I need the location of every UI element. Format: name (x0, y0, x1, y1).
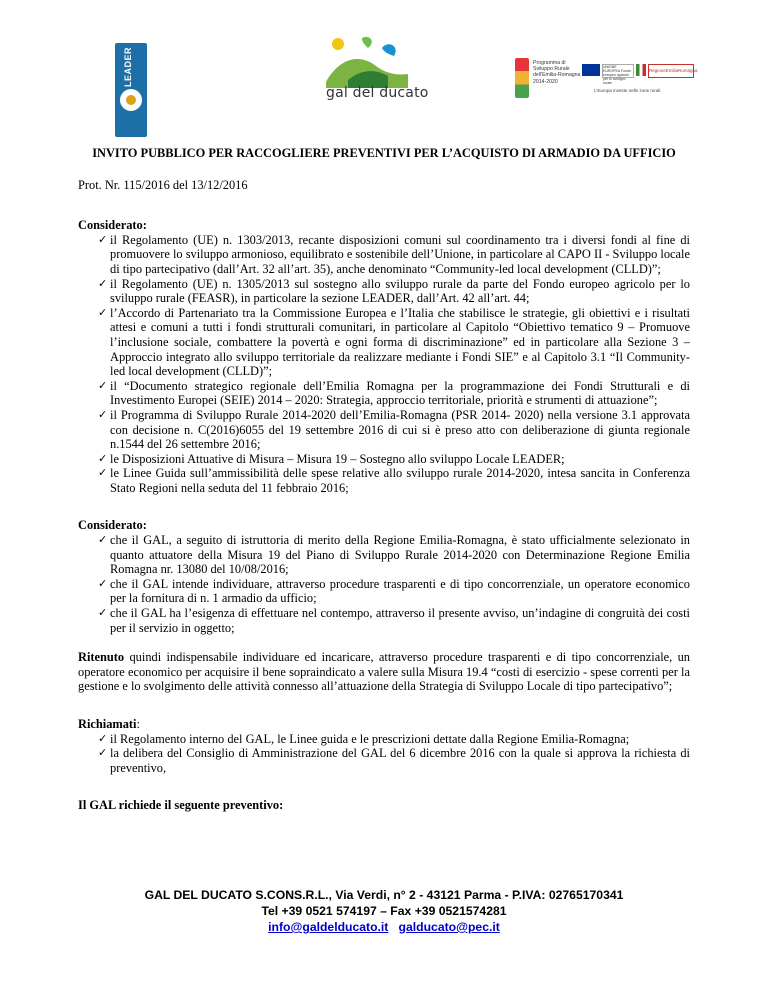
list-item: ✓ le Linee Guida sull’ammissibilità delle spese relative allo sviluppo rurale 2014-2020, intesa sancita in Conferenza Stato Regioni nella seduta del 11 febbraio 2016; (98, 466, 690, 495)
check-icon: ✓ (98, 466, 108, 480)
eu-flag-icon (582, 64, 600, 76)
check-icon: ✓ (98, 746, 108, 760)
list-item: ✓ che il GAL ha l’esigenza di effettuare nel contempo, attraverso il presente avviso, un’indagine di congruità dei costi per il servizio in oggetto; (98, 606, 690, 635)
considerato-list-2 (78, 533, 690, 635)
list-item: ✓ il Programma di Sviluppo Rurale 2014-2020 dell’Emilia-Romagna (PSR 2014- 2020) nella versione 3.1 approvata con decisione n. C(2016)6055 del 19 settembre 2016 di cui si è preso atto con deliberazione di giunta regionale n.1544 del 26 settembre 2016; (98, 407, 690, 452)
list-item: ✓ il Regolamento (UE) n. 1303/2013, recante disposizioni comuni sul coordinamento tra i diversi fondi al fine di promuovere lo sviluppo armonioso, equilibrato e sostenibile dell’Unione, in particolare al CAPO II - Sviluppo locale di tipo partecipativo (dall’Art. 32 all’art. 35), anche denominato “Community-led local development (CLLD)”; (98, 232, 690, 276)
footer-pec-link[interactable]: galducato@pec.it (398, 920, 500, 934)
eu-funding-strip (582, 62, 698, 98)
list-item: ✓ le Disposizioni Attuative di Misura – Misura 19 – Sostegno allo sviluppo Locale LEADER; (98, 451, 565, 466)
ritenuto-lead: Ritenuto (78, 650, 125, 665)
check-icon: ✓ (98, 533, 108, 547)
italian-republic-icon (636, 64, 646, 76)
check-icon: ✓ (98, 276, 108, 290)
ritenuto-paragraph: Ritenuto quindi indispensabile individuare ed incaricare, attraverso procedure trasparenti e di tipo concorrenziale, un operatore economico per acquisire il bene sopraindicato a valere sulla Misura 19.4 “costi di esercizio - spese correnti per la gestione e lo svolgimento delle attività connesso all’attuazione della Strategia di Sviluppo Locale di tipo partecipativo”; (78, 650, 690, 694)
list-item: ✓ l’Accordo di Partenariato tra la Commissione Europea e l’Italia che stabilisce le strategie, gli obiettivi e i risultati attesi e comuni a tutti i fondi strutturali comunitari, in particolare al Capitolo “Obiettivo tematico 9 – Promuove l’inclusione sociale, combattere la povertà e ogni forma di discriminazione” ed in particolare alla Sezione 3 –Approccio integrato allo sviluppo territoriale da realizzare mediante i Fondi SIE” e al Capitolo 3.1 “Il Community-led local development (CLLD)”; (98, 305, 690, 379)
header-logos (0, 0, 768, 120)
footer-phone-fax: Tel +39 0521 574197 – Fax +39 0521574281 (261, 904, 507, 918)
leader-emblem-icon (120, 89, 142, 111)
considerato-list-1 (78, 233, 690, 496)
psr-mark-icon (515, 58, 529, 98)
check-icon: ✓ (98, 731, 108, 745)
document-title: INVITO PUBBLICO PER RACCOGLIERE PREVENTIVI PER L’ACQUISTO DI ARMADIO DA UFFICIO (92, 146, 676, 160)
section-heading-richiamati: Richiamati: (78, 717, 140, 731)
psr-logo (515, 58, 581, 106)
check-icon: ✓ (98, 378, 108, 392)
check-icon: ✓ (98, 407, 108, 421)
section-heading-considerato-1: Considerato: (78, 218, 147, 233)
check-icon: ✓ (98, 576, 108, 590)
leader-logo (115, 43, 147, 137)
protocol-number: Prot. Nr. 115/2016 del 13/12/2016 (78, 177, 248, 192)
list-item: ✓ la delibera del Consiglio di Amministrazione del GAL del 6 dicembre 2016 con la quale si approva la richiesta di preventivo, (98, 746, 690, 775)
regione-emilia-romagna-logo: RegioneEmiliaRomagna (648, 64, 694, 78)
check-icon: ✓ (98, 305, 108, 319)
list-item: ✓ che il GAL, a seguito di istruttoria di merito della Regione Emilia-Romagna, è stato ufficialmente selezionato in quanto attuatore della Misura 19 del Piano di Sviluppo Rurale 2014-2020 con Determinazione Regione Emilia Romagna nr. 13080 del 10/08/2016; (98, 533, 690, 577)
document-body (78, 146, 690, 813)
section-heading-considerato-2: Considerato: (78, 518, 147, 533)
footer-contacts (0, 919, 768, 935)
check-icon: ✓ (98, 232, 108, 246)
list-item: ✓ il Regolamento (UE) n. 1305/2013 sul sostegno allo sviluppo rurale da parte del Fondo europeo agricolo per lo sviluppo rurale (FEASR), in particolare la sezione LEADER, dall’Art. 42 all’art. 44; (98, 276, 690, 306)
page-footer (0, 887, 768, 935)
check-icon: ✓ (98, 451, 108, 465)
leader-logo-text: LEADER (123, 47, 133, 88)
psr-logo-text: Programma di Sviluppo Rurale dell'Emilia-Romagna 2014-2020 (533, 60, 581, 85)
list-item: ✓ il Regolamento interno del GAL, le Linee guida e le prescrizioni dettate dalla Regione Emilia-Romagna; (98, 731, 630, 746)
footer-email-link[interactable]: info@galdelducato.it (268, 920, 389, 934)
gal-logo-text: gal del ducato (326, 85, 429, 101)
closing-request: Il GAL richiede il seguente preventivo: (78, 798, 284, 813)
footer-address: GAL DEL DUCATO S.CONS.R.L., Via Verdi, n° 2 - 43121 Parma - P.IVA: 02765170341 (144, 888, 624, 902)
list-item: ✓ che il GAL intende individuare, attraverso procedure trasparenti e di tipo concorrenziale, un operatore economico per la fornitura di n. 1 armadio da ufficio; (98, 576, 690, 606)
eu-box-text: UNIONE EUROPEA Fondo europeo agricolo per lo sviluppo rurale (602, 64, 634, 78)
eu-tagline: L'Europa investe nelle zone rurali (594, 88, 661, 93)
check-icon: ✓ (98, 606, 108, 620)
list-item: ✓ il “Documento strategico regionale dell’Emilia Romagna per la programmazione dei Fondi Strutturali e di Investimento Europei (SEIE) 2014 – 2020: Strategia, approccio territoriale, priorità e strumenti di attuazione”; (98, 378, 690, 408)
richiamati-list (78, 732, 690, 776)
